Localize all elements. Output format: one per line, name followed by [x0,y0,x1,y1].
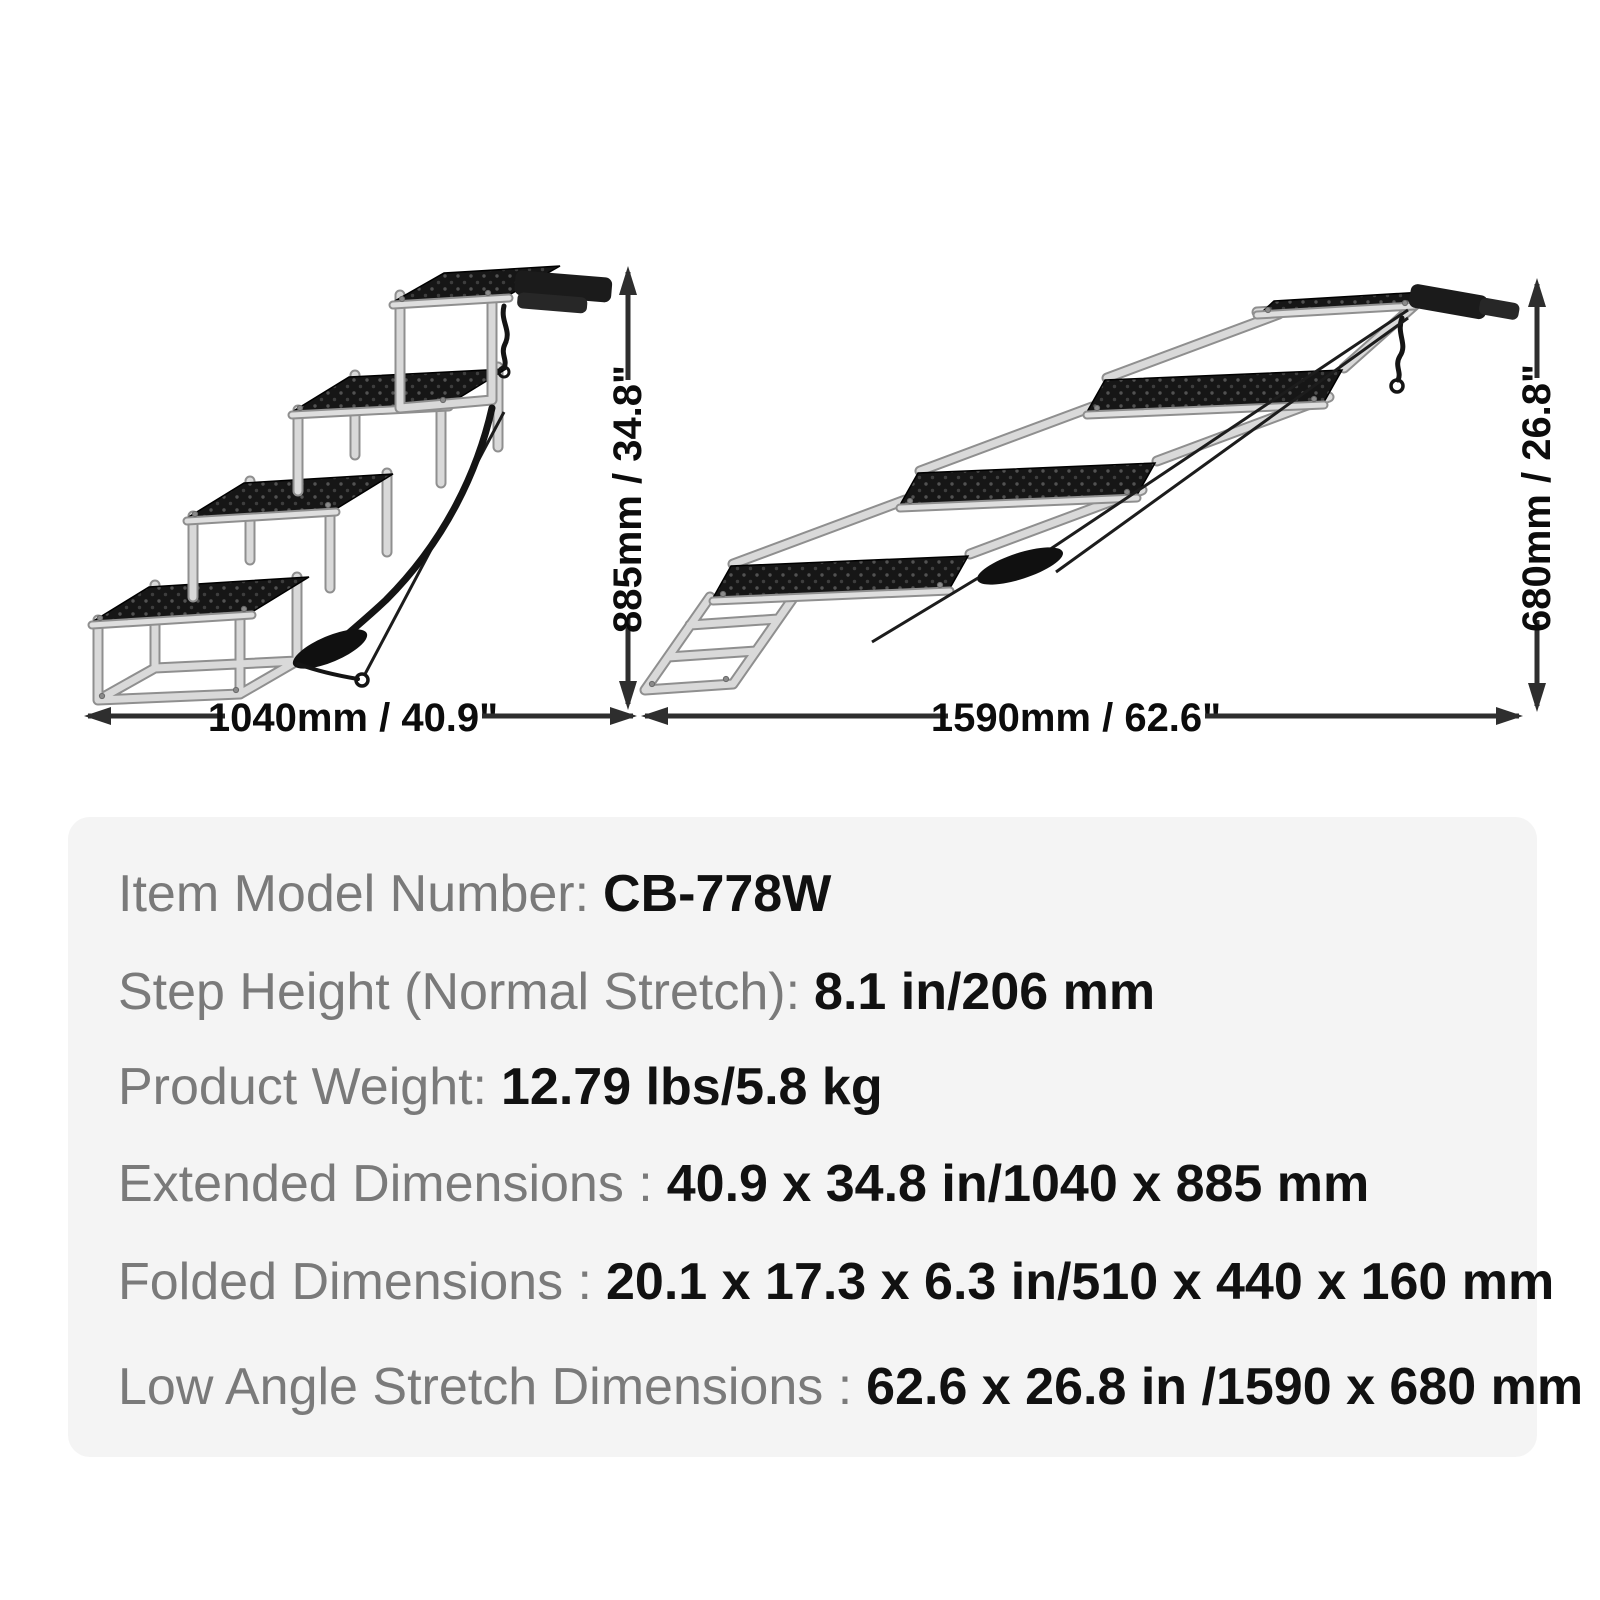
product-diagrams [0,0,1600,790]
spec-row-folded-dimensions [118,1253,1555,1311]
spec-row-low-angle-dimensions [118,1358,1584,1416]
spec-label: Extended Dimensions : [118,1155,653,1213]
spec-row-extended-dimensions [118,1155,1370,1213]
spec-row-weight [118,1058,883,1116]
spec-label: Item Model Number: [118,865,590,923]
spec-label: Folded Dimensions : [118,1253,592,1311]
carry-handle [514,270,613,314]
safety-strap [288,408,504,686]
low-angle-stretch-diagram [641,278,1559,740]
spec-value: 62.6 x 26.8 in /1590 x 680 mm [866,1358,1584,1416]
extended-height-dimension [606,266,650,710]
low-angle-width-dimension [641,696,1523,740]
spec-value: 40.9 x 34.8 in/1040 x 885 mm [666,1155,1370,1213]
spec-panel [68,817,1584,1457]
low-angle-height-dimension [1515,278,1559,712]
spec-row-model [118,865,832,923]
spec-value: 8.1 in/206 mm [814,963,1156,1021]
foot-frame [645,591,798,690]
spec-value: 20.1 x 17.3 x 6.3 in/510 x 440 x 160 mm [606,1253,1555,1311]
scissor-rails [733,302,1416,564]
extended-height-label: 885mm / 34.8" [606,364,650,634]
spec-value: CB-778W [603,865,832,923]
carry-handle-right [1408,283,1521,321]
spec-label: Low Angle Stretch Dimensions : [118,1358,853,1416]
extended-width-label: 1040mm / 40.9" [207,696,499,740]
low-angle-height-label: 680mm / 26.8" [1515,363,1559,633]
spec-value: 12.79 lbs/5.8 kg [501,1058,883,1116]
low-angle-width-label: 1590mm / 62.6" [930,696,1222,740]
spec-label: Step Height (Normal Stretch): [118,963,801,1021]
extended-width-dimension [84,696,637,740]
spec-label: Product Weight: [118,1058,488,1116]
extended-stairs-diagram [84,266,650,740]
spec-row-step-height [118,963,1156,1021]
